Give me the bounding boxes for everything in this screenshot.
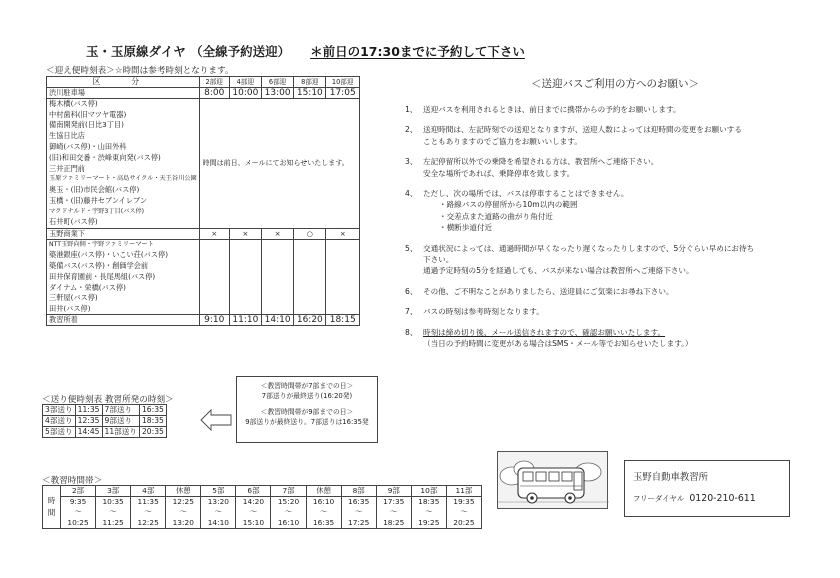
time-label [43, 486, 61, 529]
start-time: 17:35 [376, 497, 411, 508]
bus-illustration [497, 451, 608, 509]
note-item [405, 188, 825, 234]
stop-name: 梅木橋(バス停) [47, 99, 200, 110]
title-text: 玉・玉原線ダイヤ （全線予約送迎） [86, 44, 291, 59]
reserve-notice: ＊前日の17:30までに予約して下さい [310, 44, 525, 59]
stop-name: 三井正門前 [47, 163, 200, 174]
time-label-char: 間 [47, 507, 56, 517]
stop-mark: × [199, 228, 229, 239]
arrival-time: 18:15 [326, 315, 360, 326]
note-item [405, 306, 825, 317]
end-time: 19:25 [411, 518, 446, 529]
stop-name: 玉原ファミリーマート・高島サイクル・天王谷川公園 [47, 174, 200, 185]
period-name: 10部 [411, 486, 446, 497]
area-header: 区 分 [47, 77, 200, 88]
range-tilde: 〜 [376, 507, 411, 518]
period-name: 9部 [376, 486, 411, 497]
dropoff-row [43, 405, 167, 416]
start-time: 12:25 [166, 497, 201, 508]
info-text: 7部送りが最終送り(16:20発) [261, 392, 353, 400]
stop-name: 玉野商業下 [47, 228, 200, 239]
note-item [405, 286, 825, 297]
note-text: 送迎時間は、左記時刻での送迎となりますが、送迎人数によっては迎時間の変更をお願いする [423, 125, 742, 135]
end-time: 17:25 [341, 518, 376, 529]
dropoff-time: 20:35 [139, 427, 166, 438]
dropoff-caption: ＜送り便時刻表 教習所発の時刻＞ [42, 395, 174, 405]
info-text: 9部送りが最終送り。7部送りは16:35発 [245, 418, 369, 426]
end-time: 13:20 [166, 518, 201, 529]
period-name: 休憩 [166, 486, 201, 497]
note-item [405, 243, 825, 277]
start-time: 9:35 [61, 497, 96, 508]
tel-number: 0120-210-611 [689, 493, 756, 504]
note-text: こともありますのでご協力をお願いいします。 [423, 136, 582, 146]
start-time: 16:35 [341, 497, 376, 508]
dropoff-timetable [42, 404, 167, 438]
dropoff-time: 11:35 [75, 405, 102, 416]
pickup-caption: ＜迎え便時刻表＞☆時間は参考時刻となります。 [46, 66, 234, 76]
stop-mark: × [261, 228, 293, 239]
note-text: その他、ご不明なことがありましたら、送迎員にご気楽にお尋ね下さい。 [423, 286, 674, 296]
pickup-time: 10:00 [229, 88, 261, 99]
note-text: 時刻は締め切り後、メール送信されますので、確認お願いいたします。 [423, 327, 666, 337]
note-item [405, 104, 825, 115]
note-text: （当日の予約時間に変更がある場合はSMS・メール等でお知らせいたします。） [423, 339, 693, 349]
period-name: 5部 [201, 486, 236, 497]
range-tilde: 〜 [61, 507, 96, 518]
info-heading: ＜教習時間帯が9部までの日＞ [260, 408, 354, 416]
arrival-time: 14:10 [261, 315, 293, 326]
notes-title: ＜送迎バスご利用の方へのお願い＞ [531, 78, 699, 90]
range-tilde: 〜 [201, 507, 236, 518]
dropoff-time: 18:35 [139, 416, 166, 427]
stop-name: 奥玉・(旧)市民会館(バス停) [47, 185, 200, 196]
company-phone [633, 493, 781, 504]
note-text: 送迎バスを利用されるときは、前日までに携帯からの予約をお願いします。 [423, 105, 681, 114]
start-time: 14:20 [236, 497, 271, 508]
end-time: 18:25 [376, 518, 411, 529]
range-tilde: 〜 [131, 507, 166, 518]
stop-name: (旧)和田交番・渋峰東向発(バス停) [47, 152, 200, 163]
pickup-timetable [46, 76, 360, 326]
note-subitem: ・路線バスの停留所から10m以内の範囲 [439, 200, 578, 210]
stop-name: 玉橋・(旧)藤井セブンイレブン [47, 196, 200, 207]
note-number: 7、 [405, 307, 418, 317]
end-time: 12:25 [131, 518, 166, 529]
last-ride-infobox [236, 376, 378, 443]
period-name: 6部 [236, 486, 271, 497]
note-number: 3、 [405, 157, 418, 167]
start-time: 11:35 [131, 497, 166, 508]
note-text: 安全な場所であれば、乗降停車を致します。 [423, 168, 575, 178]
arrival-time: 11:10 [229, 315, 261, 326]
note-text: 交通状況によっては、通過時間が早くなったり遅くなったりしますので、5分ぐらい早めにお待ち [423, 243, 755, 253]
stop-name: ダイナム・栄橋(バス停) [47, 282, 200, 293]
pickup-time: 15:10 [294, 88, 326, 99]
start-time: 16:10 [306, 497, 341, 508]
dropoff-period: 4部送り [43, 416, 76, 427]
note-text: 左記停留所以外での乗降を希望される方は、教習所へご連絡下さい。 [423, 157, 659, 167]
stop-name: マクドナルド・宇野3丁目(バス停) [47, 206, 200, 217]
range-tilde: 〜 [166, 507, 201, 518]
range-tilde: 〜 [271, 507, 306, 518]
range-tilde: 〜 [446, 507, 481, 518]
dropoff-period: 9部送り [102, 416, 139, 427]
arrival-time: 9:10 [199, 315, 229, 326]
period-header: 6部迎 [261, 77, 293, 88]
stop-name: 渋川駐車場 [47, 88, 200, 99]
end-time: 10:25 [61, 518, 96, 529]
end-time: 14:10 [201, 518, 236, 529]
note-text: バスの時刻は参考時刻となります。 [423, 307, 544, 317]
schedule-caption: ＜教習時間帯＞ [42, 476, 103, 486]
note-number: 2、 [405, 125, 418, 135]
range-tilde: 〜 [236, 507, 271, 518]
dropoff-time: 16:35 [139, 405, 166, 416]
note-subitem: ・横断歩道付近 [439, 223, 493, 233]
stop-mark: × [326, 228, 360, 239]
note-number: 1、 [405, 105, 418, 114]
pickup-time: 17:05 [326, 88, 360, 99]
note-subitem: ・交差点また道路の曲がり角付近 [439, 211, 553, 221]
bus-icon [498, 452, 609, 510]
arrival-time: 16:20 [294, 315, 326, 326]
start-time: 18:35 [411, 497, 446, 508]
end-time: 20:25 [446, 518, 481, 529]
stop-mark: ○ [294, 228, 326, 239]
dropoff-period: 7部送り [102, 405, 139, 416]
stop-name: 石井町(バス停) [47, 217, 200, 228]
start-time: 15:20 [271, 497, 306, 508]
notes-section [405, 76, 825, 359]
note-item [405, 124, 825, 147]
end-time: 11:25 [96, 518, 131, 529]
range-tilde: 〜 [411, 507, 446, 518]
info-heading: ＜教習時間帯が7部までの日＞ [260, 382, 354, 390]
period-name: 4部 [131, 486, 166, 497]
note-item [405, 156, 825, 179]
page-title [86, 42, 525, 60]
note-number: 5、 [405, 243, 418, 253]
dropoff-row [43, 416, 167, 427]
stop-name: 備南開発前(日比3丁目) [47, 120, 200, 131]
stop-mark: × [229, 228, 261, 239]
dropoff-period: 5部送り [43, 427, 76, 438]
end-time: 15:10 [236, 518, 271, 529]
stop-name: 御崎(バス停)・山田外科 [47, 142, 200, 153]
period-name: 11部 [446, 486, 481, 497]
time-label-char: 時 [47, 495, 56, 505]
period-name: 3部 [96, 486, 131, 497]
period-header: 2部迎 [199, 77, 229, 88]
lesson-schedule-table [42, 485, 482, 529]
left-arrow-icon [200, 409, 232, 431]
period-name: 7部 [271, 486, 306, 497]
start-time: 13:20 [201, 497, 236, 508]
stop-name: 田井保育園前・長尾馬組(バス停) [47, 271, 200, 282]
dropoff-period: 3部送り [43, 405, 76, 416]
company-box [624, 460, 790, 517]
period-name: 8部 [341, 486, 376, 497]
range-tilde: 〜 [96, 507, 131, 518]
dropoff-time: 14:45 [75, 427, 102, 438]
tel-label: フリーダイヤル [633, 494, 685, 503]
note-text: 下さい。 [423, 255, 454, 265]
dropoff-row [43, 427, 167, 438]
end-time: 16:10 [271, 518, 306, 529]
pickup-time: 8:00 [199, 88, 229, 99]
stop-name: 三軒屋(バス停) [47, 293, 200, 304]
range-tilde: 〜 [341, 507, 376, 518]
range-tilde: 〜 [306, 507, 341, 518]
stop-name: 中村歯科(旧マツヤ電器) [47, 109, 200, 120]
time-notice: 時間は前日、メールにてお知らせいたします。 [199, 99, 359, 229]
dropoff-time: 12:35 [75, 416, 102, 427]
stop-name: 築備バス(バス停)・創価学会前 [47, 261, 200, 272]
stop-name: 田井(バス停) [47, 304, 200, 315]
period-header: 10部迎 [326, 77, 360, 88]
company-name: 玉野自動車教習所 [633, 472, 709, 483]
stop-name: 築港銀座(バス停)・いこい荘(バス停) [47, 250, 200, 261]
note-number: 6、 [405, 286, 418, 296]
stop-name: NTT玉野向側・宇野ファミリーマート [47, 239, 200, 250]
period-header: 8部迎 [294, 77, 326, 88]
note-number: 4、 [405, 189, 418, 199]
start-time: 10:35 [96, 497, 131, 508]
stop-name: 教習所着 [47, 315, 200, 326]
note-text: ただし、次の場所では、バスは停車することはできません。 [423, 189, 629, 199]
start-time: 19:35 [446, 497, 481, 508]
dropoff-period: 11部送り [102, 427, 139, 438]
stop-name: 生協日比店 [47, 131, 200, 142]
period-name: 2部 [61, 486, 96, 497]
period-header: 4部迎 [229, 77, 261, 88]
pickup-time: 13:00 [261, 88, 293, 99]
note-number: 8、 [405, 327, 418, 337]
note-item [405, 327, 825, 350]
period-name: 休憩 [306, 486, 341, 497]
end-time: 16:35 [306, 518, 341, 529]
note-text: 通過予定時刻の5分を経過しても、バスが来ない場合は教習所へご連絡下さい。 [423, 266, 694, 276]
